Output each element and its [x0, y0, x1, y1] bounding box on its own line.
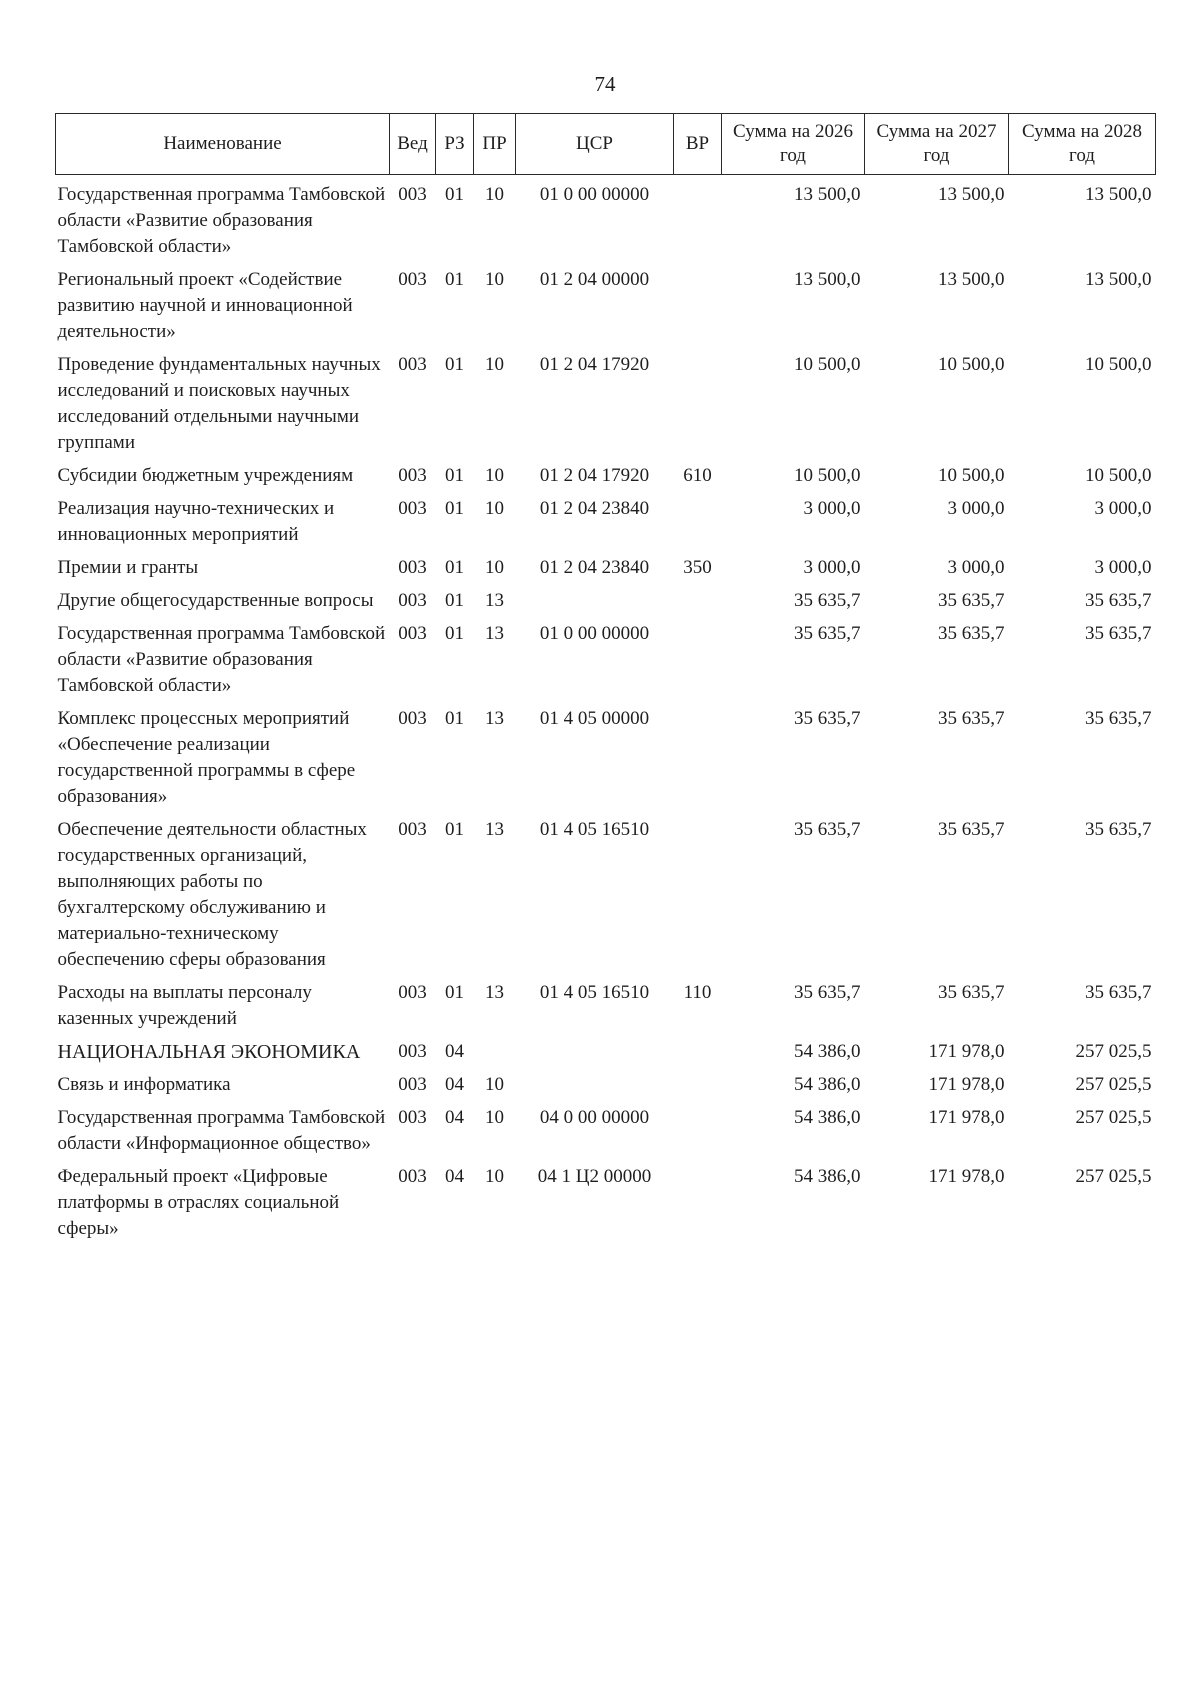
cell-name: Реализация научно-технических и инновационных мероприятий [57, 498, 335, 545]
header-ved: Вед [390, 114, 436, 175]
cell-ved: 003 [398, 465, 427, 486]
table-row [56, 555, 1156, 588]
cell-sum-2026: 35 635,7 [794, 623, 861, 644]
cell-sum-2028: 35 635,7 [1085, 982, 1152, 1003]
cell-rz: 04 [445, 1107, 464, 1128]
cell-rz: 01 [445, 184, 464, 205]
cell-pr: 10 [485, 184, 504, 205]
cell-vr: 110 [683, 982, 712, 1003]
cell-sum-2026: 10 500,0 [794, 465, 861, 486]
cell-sum-2026: 35 635,7 [794, 708, 861, 729]
cell-rz: 04 [445, 1074, 464, 1095]
cell-ved: 003 [398, 354, 427, 375]
cell-sum-2026: 35 635,7 [794, 590, 861, 611]
cell-ved: 003 [398, 269, 427, 290]
cell-sum-2028: 3 000,0 [1094, 557, 1152, 578]
table-body [56, 175, 1156, 1250]
cell-sum-2028: 257 025,5 [1075, 1041, 1152, 1062]
cell-sum-2028: 35 635,7 [1085, 819, 1152, 840]
cell-csr: 01 2 04 00000 [539, 269, 650, 290]
table-row [56, 496, 1156, 555]
cell-ved: 003 [398, 498, 427, 519]
cell-vr [674, 817, 722, 980]
cell-sum-2028: 35 635,7 [1085, 623, 1152, 644]
cell-ved: 003 [398, 590, 427, 611]
cell-rz: 01 [445, 269, 464, 290]
cell-sum-2026: 3 000,0 [803, 557, 861, 578]
cell-sum-2027: 3 000,0 [947, 498, 1005, 519]
cell-sum-2027: 35 635,7 [938, 982, 1005, 1003]
cell-pr: 10 [485, 1107, 504, 1128]
cell-pr [474, 1039, 516, 1072]
cell-name: Субсидии бюджетным учреждениям [57, 465, 354, 486]
cell-ved: 003 [398, 1107, 427, 1128]
page-number: 74 [594, 72, 616, 96]
cell-pr: 13 [485, 819, 504, 840]
header-csr: ЦСР [516, 114, 674, 175]
header-row [56, 114, 1156, 175]
cell-pr: 13 [485, 590, 504, 611]
cell-name: Премии и гранты [57, 557, 199, 578]
cell-rz: 01 [445, 498, 464, 519]
table-row [56, 706, 1156, 817]
cell-pr: 10 [485, 1166, 504, 1187]
cell-pr: 10 [485, 269, 504, 290]
header-sum-2028: Сумма на 2028 год [1009, 114, 1156, 175]
cell-sum-2028: 257 025,5 [1075, 1074, 1152, 1095]
cell-rz: 04 [445, 1166, 464, 1187]
cell-sum-2027: 35 635,7 [938, 590, 1005, 611]
cell-sum-2028: 257 025,5 [1075, 1166, 1152, 1187]
cell-name: Комплекс процессных мероприятий «Обеспечение реализации государственной программы в сфере образования» [57, 708, 356, 807]
cell-name: Федеральный проект «Цифровые платформы в отраслях социальной сферы» [57, 1166, 340, 1239]
cell-vr [674, 496, 722, 555]
cell-csr: 01 2 04 17920 [539, 465, 650, 486]
cell-rz: 01 [445, 465, 464, 486]
cell-vr [674, 1105, 722, 1164]
cell-sum-2026: 13 500,0 [794, 184, 861, 205]
cell-sum-2026: 54 386,0 [794, 1074, 861, 1095]
budget-table [55, 113, 1156, 1249]
cell-sum-2028: 35 635,7 [1085, 708, 1152, 729]
cell-name: Государственная программа Тамбовской области «Развитие образования Тамбовской области» [57, 623, 386, 696]
cell-sum-2027: 171 978,0 [928, 1041, 1005, 1062]
table-header [56, 114, 1156, 175]
cell-sum-2026: 13 500,0 [794, 269, 861, 290]
cell-csr: 01 0 00 00000 [539, 184, 650, 205]
cell-sum-2028: 13 500,0 [1085, 184, 1152, 205]
cell-vr [674, 267, 722, 352]
cell-sum-2028: 3 000,0 [1094, 498, 1152, 519]
cell-vr [674, 1072, 722, 1105]
cell-sum-2027: 10 500,0 [938, 465, 1005, 486]
cell-vr: 350 [683, 557, 712, 578]
table-row [56, 1105, 1156, 1164]
cell-csr: 01 2 04 23840 [539, 557, 650, 578]
cell-name: Другие общегосударственные вопросы [57, 590, 374, 611]
cell-sum-2028: 10 500,0 [1085, 465, 1152, 486]
cell-vr: 610 [683, 465, 712, 486]
cell-rz: 01 [445, 557, 464, 578]
cell-sum-2026: 35 635,7 [794, 819, 861, 840]
cell-vr [674, 1164, 722, 1249]
cell-vr [674, 175, 722, 268]
cell-sum-2027: 171 978,0 [928, 1166, 1005, 1187]
cell-sum-2027: 13 500,0 [938, 269, 1005, 290]
cell-csr [516, 1039, 674, 1072]
table-row [56, 588, 1156, 621]
cell-vr [674, 1039, 722, 1072]
cell-sum-2027: 10 500,0 [938, 354, 1005, 375]
cell-sum-2028: 10 500,0 [1085, 354, 1152, 375]
cell-ved: 003 [398, 623, 427, 644]
cell-csr: 04 0 00 00000 [539, 1107, 650, 1128]
cell-vr [674, 588, 722, 621]
table-row [56, 1072, 1156, 1105]
cell-rz: 04 [445, 1041, 464, 1062]
cell-sum-2026: 10 500,0 [794, 354, 861, 375]
cell-csr: 01 2 04 23840 [539, 498, 650, 519]
header-pr: ПР [474, 114, 516, 175]
cell-vr [674, 352, 722, 463]
cell-pr: 13 [485, 982, 504, 1003]
cell-ved: 003 [398, 1041, 427, 1062]
cell-name: Расходы на выплаты персоналу казенных учреждений [57, 982, 312, 1029]
table-row [56, 1164, 1156, 1249]
cell-sum-2026: 54 386,0 [794, 1107, 861, 1128]
cell-rz: 01 [445, 623, 464, 644]
cell-sum-2026: 3 000,0 [803, 498, 861, 519]
cell-pr: 10 [485, 557, 504, 578]
cell-sum-2028: 257 025,5 [1075, 1107, 1152, 1128]
cell-pr: 13 [485, 623, 504, 644]
cell-name: НАЦИОНАЛЬНАЯ ЭКОНОМИКА [57, 1041, 361, 1063]
cell-rz: 01 [445, 982, 464, 1003]
cell-csr: 01 2 04 17920 [539, 354, 650, 375]
cell-csr [516, 588, 674, 621]
cell-pr: 10 [485, 1074, 504, 1095]
cell-rz: 01 [445, 354, 464, 375]
cell-rz: 01 [445, 708, 464, 729]
header-sum-2027: Сумма на 2027 год [865, 114, 1009, 175]
table-row [56, 175, 1156, 268]
cell-ved: 003 [398, 1074, 427, 1095]
cell-ved: 003 [398, 819, 427, 840]
table-row [56, 352, 1156, 463]
cell-sum-2028: 13 500,0 [1085, 269, 1152, 290]
cell-csr: 01 4 05 16510 [539, 819, 650, 840]
cell-name: Обеспечение деятельности областных государственных организаций, выполняющих работы по бухгалтерскому обслуживанию и материально-техническому обеспечению сферы образования [57, 819, 367, 970]
cell-rz: 01 [445, 590, 464, 611]
cell-sum-2026: 54 386,0 [794, 1041, 861, 1062]
cell-sum-2027: 35 635,7 [938, 708, 1005, 729]
cell-csr: 01 0 00 00000 [539, 623, 650, 644]
cell-sum-2027: 3 000,0 [947, 557, 1005, 578]
header-rz: РЗ [436, 114, 474, 175]
cell-pr: 10 [485, 354, 504, 375]
cell-rz: 01 [445, 819, 464, 840]
cell-sum-2027: 35 635,7 [938, 819, 1005, 840]
table-row [56, 267, 1156, 352]
cell-vr [674, 621, 722, 706]
cell-csr: 01 4 05 00000 [539, 708, 650, 729]
cell-sum-2027: 35 635,7 [938, 623, 1005, 644]
table-row [56, 817, 1156, 980]
cell-sum-2028: 35 635,7 [1085, 590, 1152, 611]
cell-name: Региональный проект «Содействие развитию научной и инновационной деятельности» [57, 269, 353, 342]
cell-name: Государственная программа Тамбовской области «Информационное общество» [57, 1107, 386, 1154]
table-row [56, 621, 1156, 706]
cell-csr: 04 1 Ц2 00000 [537, 1166, 652, 1187]
cell-ved: 003 [398, 982, 427, 1003]
cell-csr: 01 4 05 16510 [539, 982, 650, 1003]
cell-pr: 10 [485, 498, 504, 519]
cell-name: Связь и информатика [57, 1074, 231, 1095]
cell-sum-2026: 54 386,0 [794, 1166, 861, 1187]
cell-ved: 003 [398, 708, 427, 729]
cell-pr: 13 [485, 708, 504, 729]
cell-vr [674, 706, 722, 817]
table-row [56, 463, 1156, 496]
cell-name: Проведение фундаментальных научных исследований и поисковых научных исследований отдельными научными группами [57, 354, 381, 453]
cell-ved: 003 [398, 557, 427, 578]
cell-sum-2027: 13 500,0 [938, 184, 1005, 205]
cell-csr [516, 1072, 674, 1105]
header-vr: ВР [674, 114, 722, 175]
cell-pr: 10 [485, 465, 504, 486]
table-row [56, 1039, 1156, 1072]
cell-name: Государственная программа Тамбовской области «Развитие образования Тамбовской области» [57, 184, 386, 257]
cell-ved: 003 [398, 1166, 427, 1187]
header-sum-2026: Сумма на 2026 год [722, 114, 865, 175]
cell-sum-2027: 171 978,0 [928, 1074, 1005, 1095]
cell-ved: 003 [398, 184, 427, 205]
cell-sum-2026: 35 635,7 [794, 982, 861, 1003]
header-name: Наименование [56, 114, 390, 175]
cell-sum-2027: 171 978,0 [928, 1107, 1005, 1128]
table-row [56, 980, 1156, 1039]
